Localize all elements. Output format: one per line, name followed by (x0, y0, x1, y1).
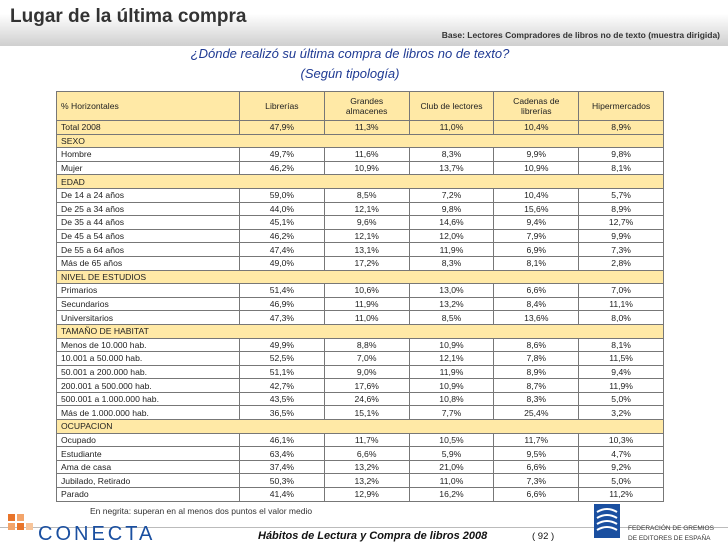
value-cell: 44,0% (240, 202, 325, 216)
value-cell: 8,6% (494, 338, 579, 352)
table-row (57, 284, 664, 298)
federation-logo (628, 504, 726, 544)
value-cell: 6,6% (494, 488, 579, 502)
section-label: SEXO (57, 134, 664, 148)
section-row (57, 270, 664, 284)
value-cell: 25,4% (494, 406, 579, 420)
value-cell: 46,2% (240, 161, 325, 175)
column-header: % Horizontales (57, 92, 240, 121)
value-cell: 7,0% (324, 352, 409, 366)
table-row (57, 297, 664, 311)
value-cell: 10,8% (409, 392, 494, 406)
value-cell: 11,2% (579, 488, 664, 502)
value-cell: 8,9% (579, 121, 664, 135)
value-cell: 10,6% (324, 284, 409, 298)
value-cell: 7,7% (409, 406, 494, 420)
value-cell: 49,7% (240, 148, 325, 162)
table-row (57, 447, 664, 461)
value-cell: 7,3% (494, 474, 579, 488)
value-cell: 8,9% (579, 202, 664, 216)
value-cell: 9,4% (579, 365, 664, 379)
value-cell: 59,0% (240, 188, 325, 202)
value-cell: 8,7% (494, 379, 579, 393)
value-cell: 9,6% (324, 216, 409, 230)
value-cell: 49,0% (240, 256, 325, 270)
value-cell: 13,2% (324, 460, 409, 474)
conecta-wordmark: CONECTA (38, 523, 156, 544)
row-label: Más de 65 años (57, 256, 240, 270)
page-number: ( 92 ) (532, 531, 555, 542)
row-label: 500.001 a 1.000.000 hab. (57, 392, 240, 406)
value-cell: 11,9% (409, 243, 494, 257)
section-row (57, 324, 664, 338)
value-cell: 11,5% (579, 352, 664, 366)
section-label: EDAD (57, 175, 664, 189)
value-cell: 9,8% (409, 202, 494, 216)
table-body (57, 121, 664, 502)
row-label: De 55 a 64 años (57, 243, 240, 257)
row-label: Mujer (57, 161, 240, 175)
value-cell: 16,2% (409, 488, 494, 502)
value-cell: 5,0% (579, 392, 664, 406)
row-label: Ocupado (57, 433, 240, 447)
logo-square (17, 514, 24, 521)
value-cell: 21,0% (409, 460, 494, 474)
value-cell: 11,9% (579, 379, 664, 393)
value-cell: 46,9% (240, 297, 325, 311)
value-cell: 10,5% (409, 433, 494, 447)
table-row (57, 338, 664, 352)
value-cell: 12,0% (409, 229, 494, 243)
row-label: Jubilado, Retirado (57, 474, 240, 488)
table-row (57, 216, 664, 230)
value-cell: 8,3% (409, 256, 494, 270)
section-row (57, 134, 664, 148)
value-cell: 8,0% (579, 311, 664, 325)
value-cell: 43,5% (240, 392, 325, 406)
table-row (57, 392, 664, 406)
table-row (57, 352, 664, 366)
value-cell: 7,0% (579, 284, 664, 298)
row-label: Estudiante (57, 447, 240, 461)
value-cell: 9,0% (324, 365, 409, 379)
table-row (57, 460, 664, 474)
value-cell: 13,2% (324, 474, 409, 488)
conecta-logo (8, 512, 168, 544)
value-cell: 9,5% (494, 447, 579, 461)
table-row (57, 365, 664, 379)
table-row (57, 188, 664, 202)
value-cell: 17,2% (324, 256, 409, 270)
value-cell: 8,1% (579, 338, 664, 352)
value-cell: 11,7% (324, 433, 409, 447)
value-cell: 49,9% (240, 338, 325, 352)
row-label: Menos de 10.000 hab. (57, 338, 240, 352)
value-cell: 11,3% (324, 121, 409, 135)
value-cell: 7,3% (579, 243, 664, 257)
row-label: Secundarios (57, 297, 240, 311)
value-cell: 51,4% (240, 284, 325, 298)
value-cell: 9,8% (579, 148, 664, 162)
value-cell: 10,4% (494, 188, 579, 202)
footnote: En negrita: superan en al menos dos puntos el valor medio (90, 506, 313, 516)
value-cell: 7,8% (494, 352, 579, 366)
federation-line-2: DE EDITORES DE ESPAÑA (628, 535, 711, 542)
value-cell: 13,1% (324, 243, 409, 257)
value-cell: 11,9% (324, 297, 409, 311)
section-label: TAMAÑO DE HABITAT (57, 324, 664, 338)
value-cell: 11,0% (409, 474, 494, 488)
federation-emblem-icon (592, 500, 622, 540)
table-row (57, 229, 664, 243)
question-title: ¿Dónde realizó su última compra de libros no de texto? (190, 46, 510, 61)
column-header: Cadenas de librerías (494, 92, 579, 121)
value-cell: 10,9% (324, 161, 409, 175)
row-label: Total 2008 (57, 121, 240, 135)
value-cell: 17,6% (324, 379, 409, 393)
logo-square (17, 523, 24, 530)
value-cell: 10,9% (494, 161, 579, 175)
row-label: Universitarios (57, 311, 240, 325)
row-label: 200.001 a 500.000 hab. (57, 379, 240, 393)
row-label: De 25 a 34 años (57, 202, 240, 216)
value-cell: 13,2% (409, 297, 494, 311)
value-cell: 36,5% (240, 406, 325, 420)
table-row (57, 148, 664, 162)
value-cell: 8,5% (324, 188, 409, 202)
value-cell: 10,9% (409, 338, 494, 352)
value-cell: 5,0% (579, 474, 664, 488)
value-cell: 7,2% (409, 188, 494, 202)
value-cell: 37,4% (240, 460, 325, 474)
value-cell: 24,6% (324, 392, 409, 406)
value-cell: 11,7% (494, 433, 579, 447)
base-note: Base: Lectores Compradores de libros no de texto (muestra dirigida) (441, 30, 720, 40)
value-cell: 11,0% (324, 311, 409, 325)
row-label: De 45 a 54 años (57, 229, 240, 243)
value-cell: 9,2% (579, 460, 664, 474)
column-header: Librerías (240, 92, 325, 121)
row-label: Parado (57, 488, 240, 502)
value-cell: 6,6% (494, 460, 579, 474)
logo-square (8, 514, 15, 521)
logo-square (8, 523, 15, 530)
value-cell: 11,1% (579, 297, 664, 311)
value-cell: 46,2% (240, 229, 325, 243)
value-cell: 12,9% (324, 488, 409, 502)
value-cell: 47,9% (240, 121, 325, 135)
value-cell: 9,9% (494, 148, 579, 162)
table-row (57, 256, 664, 270)
table-row (57, 243, 664, 257)
value-cell: 10,3% (579, 433, 664, 447)
value-cell: 14,6% (409, 216, 494, 230)
row-label: 50.001 a 200.000 hab. (57, 365, 240, 379)
value-cell: 47,4% (240, 243, 325, 257)
value-cell: 8,1% (494, 256, 579, 270)
logo-square (26, 523, 33, 530)
value-cell: 13,6% (494, 311, 579, 325)
value-cell: 42,7% (240, 379, 325, 393)
table-row (57, 202, 664, 216)
row-label: 10.001 a 50.000 hab. (57, 352, 240, 366)
section-label: NIVEL DE ESTUDIOS (57, 270, 664, 284)
value-cell: 8,1% (579, 161, 664, 175)
value-cell: 6,6% (324, 447, 409, 461)
value-cell: 13,7% (409, 161, 494, 175)
section-row (57, 420, 664, 434)
value-cell: 11,6% (324, 148, 409, 162)
column-header: Grandes almacenes (324, 92, 409, 121)
table-row (57, 488, 664, 502)
row-label: Primarios (57, 284, 240, 298)
value-cell: 12,1% (324, 229, 409, 243)
table-row (57, 406, 664, 420)
value-cell: 8,3% (494, 392, 579, 406)
value-cell: 8,8% (324, 338, 409, 352)
value-cell: 8,9% (494, 365, 579, 379)
table-row (57, 311, 664, 325)
value-cell: 15,1% (324, 406, 409, 420)
value-cell: 9,4% (494, 216, 579, 230)
section-label: OCUPACION (57, 420, 664, 434)
total-row (57, 121, 664, 135)
value-cell: 8,3% (409, 148, 494, 162)
value-cell: 6,6% (494, 284, 579, 298)
value-cell: 12,7% (579, 216, 664, 230)
value-cell: 9,9% (579, 229, 664, 243)
page-title: Lugar de la última compra (10, 6, 247, 27)
value-cell: 5,7% (579, 188, 664, 202)
value-cell: 15,6% (494, 202, 579, 216)
value-cell: 3,2% (579, 406, 664, 420)
value-cell: 6,9% (494, 243, 579, 257)
row-label: Más de 1.000.000 hab. (57, 406, 240, 420)
federation-line-1: FEDERACIÓN DE GREMIOS (628, 525, 714, 532)
row-label: De 35 a 44 años (57, 216, 240, 230)
question-subtitle: (Según tipología) (300, 66, 400, 81)
value-cell: 8,4% (494, 297, 579, 311)
value-cell: 51,1% (240, 365, 325, 379)
value-cell: 41,4% (240, 488, 325, 502)
column-header: Hipermercados (579, 92, 664, 121)
value-cell: 2,8% (579, 256, 664, 270)
section-row (57, 175, 664, 189)
value-cell: 7,9% (494, 229, 579, 243)
value-cell: 63,4% (240, 447, 325, 461)
value-cell: 8,5% (409, 311, 494, 325)
value-cell: 47,3% (240, 311, 325, 325)
footer-title: Hábitos de Lectura y Compra de libros 2008 (258, 530, 488, 542)
value-cell: 52,5% (240, 352, 325, 366)
column-header: Club de lectores (409, 92, 494, 121)
table-row (57, 161, 664, 175)
row-label: Ama de casa (57, 460, 240, 474)
value-cell: 11,9% (409, 365, 494, 379)
table-row (57, 433, 664, 447)
value-cell: 13,0% (409, 284, 494, 298)
value-cell: 11,0% (409, 121, 494, 135)
row-label: Hombre (57, 148, 240, 162)
value-cell: 5,9% (409, 447, 494, 461)
results-table (56, 91, 664, 502)
value-cell: 50,3% (240, 474, 325, 488)
value-cell: 12,1% (409, 352, 494, 366)
value-cell: 10,4% (494, 121, 579, 135)
value-cell: 46,1% (240, 433, 325, 447)
value-cell: 12,1% (324, 202, 409, 216)
value-cell: 4,7% (579, 447, 664, 461)
value-cell: 10,9% (409, 379, 494, 393)
value-cell: 45,1% (240, 216, 325, 230)
table-row (57, 379, 664, 393)
table-header-row (57, 92, 664, 121)
row-label: De 14 a 24 años (57, 188, 240, 202)
table-row (57, 474, 664, 488)
